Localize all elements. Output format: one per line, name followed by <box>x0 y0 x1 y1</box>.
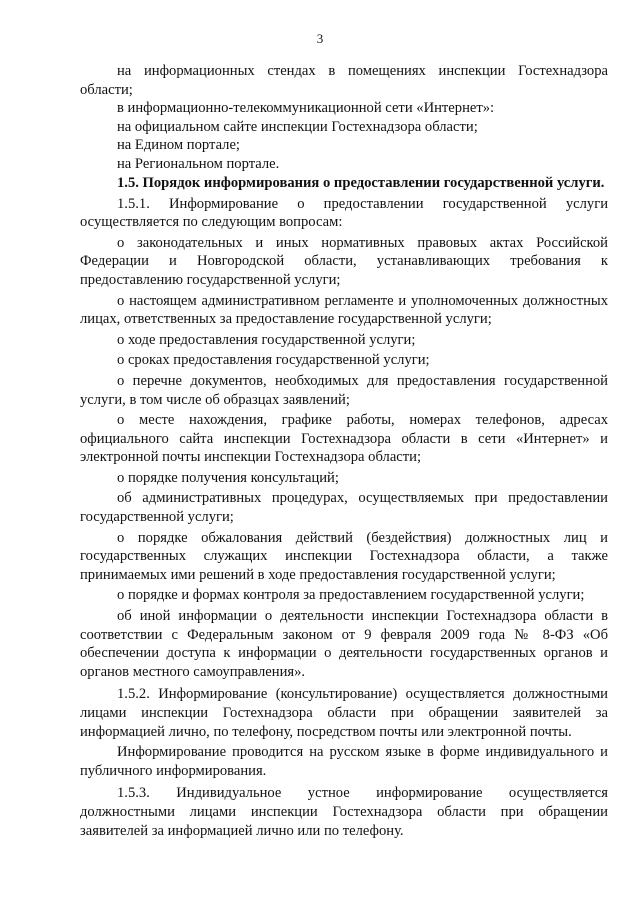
list-item-documents: о перечне документов, необходимых для предоставления государственной услуги, в том числе об образцах заявлений; <box>80 372 608 408</box>
list-item-terms: о сроках предоставления государственной услуги; <box>117 352 430 369</box>
paragraph-unified-portal: на Едином портале; <box>117 137 240 154</box>
paragraph-1-5-1: 1.5.1. Информирование о предоставлении государственной услуги осуществляется по следующим вопросам: <box>80 195 608 231</box>
list-item-other-info: об иной информации о деятельности инспекции Гостехнадзора области в соответствии с Федеральным законом от 9 февраля 2009 года № 8-ФЗ «Об обеспечении доступа к информации о деятельности государственных органов и органов местного самоуправления». <box>80 608 608 680</box>
section-heading-1-5: 1.5. Порядок информирования о предоставлении государственной услуги. <box>117 174 605 191</box>
paragraph-info-stands: на информационных стендах в помещениях инспекции Гостехнадзора области; <box>80 63 608 98</box>
document-body <box>80 62 608 840</box>
list-item-appeal: о порядке обжалования действий (бездействия) должностных лиц и государственных служащих инспекции Гостехнадзора области, а также принимаемых ими решений в ходе предоставления государственной услуги; <box>80 529 608 583</box>
paragraph-language: Информирование проводится на русском языке в форме индивидуального и публичного информирования. <box>80 744 608 779</box>
list-item-consultations: о порядке получения консультаций; <box>117 469 339 486</box>
list-item-legislation: о законодательных и иных нормативных правовых актах Российской Федерации и Новгородской области, устанавливающих требования к предоставлению государственной услуги; <box>80 234 608 288</box>
list-item-regulation: о настоящем административном регламенте и уполномоченных должностных лицах, ответственных за предоставление государственной услуги; <box>80 292 608 328</box>
list-item-control: о порядке и формах контроля за предоставлением государственной услуги; <box>117 587 585 604</box>
paragraph-official-site: на официальном сайте инспекции Гостехнадзора области; <box>117 118 478 135</box>
list-item-procedures: об административных процедурах, осуществляемых при предоставлении государственной услуги; <box>80 490 608 526</box>
list-item-progress: о ходе предоставления государственной услуги; <box>117 331 416 348</box>
page-number: 3 <box>316 31 324 46</box>
list-item-location: о месте нахождения, графике работы, номерах телефонов, адресах официального сайта инспекции Гостехнадзора области в сети «Интернет» и электронной почты инспекции Гостехнадзора области; <box>80 412 608 466</box>
paragraph-regional-portal: на Региональном портале. <box>117 155 280 172</box>
paragraph-internet: в информационно-телекоммуникационной сети «Интернет»: <box>117 100 495 117</box>
paragraph-1-5-2: 1.5.2. Информирование (консультирование) осуществляется должностными лицами инспекции Гостехнадзора области при обращении заявителей за информацией лично, по телефону, посредством почты или электронной почты. <box>80 686 608 740</box>
paragraph-1-5-3: 1.5.3. Индивидуальное устное информирование осуществляется должностными лицами инспекции Гостехнадзора области при обращении заявителей за информацией лично или по телефону. <box>80 785 608 839</box>
